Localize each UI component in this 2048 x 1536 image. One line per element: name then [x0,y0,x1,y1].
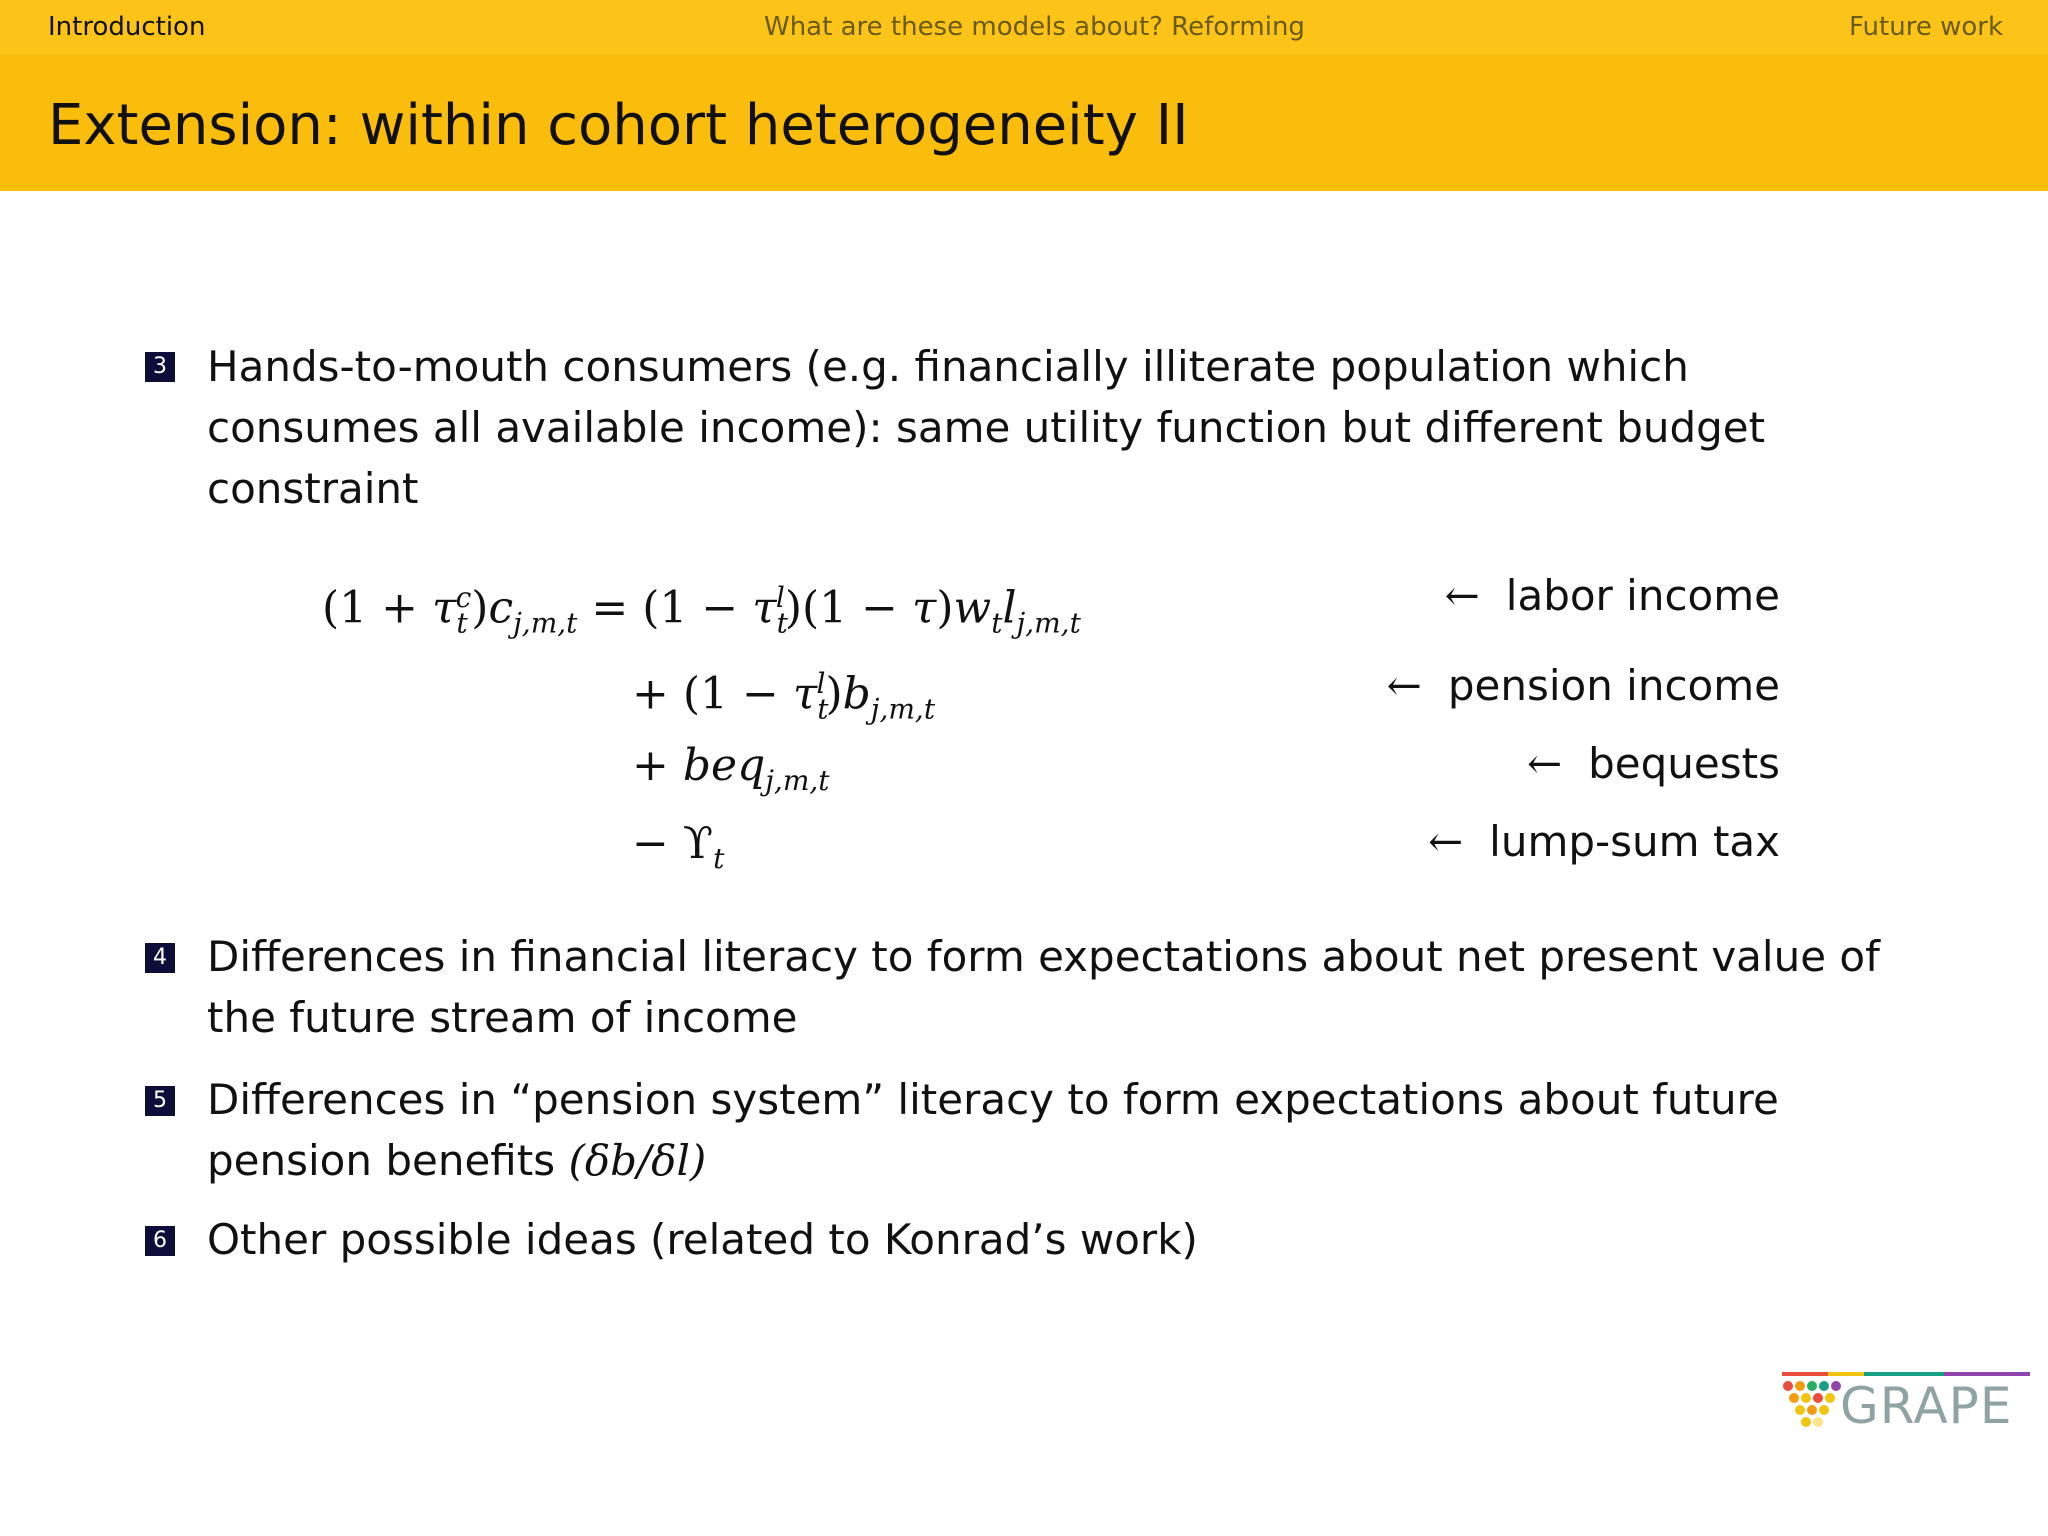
nav-section-models[interactable]: What are these models about? Reforming [764,12,1305,42]
equation-line-4: − $ϒ_t$ [632,818,725,875]
nav-section-future-work[interactable]: Future work [1849,12,2003,42]
item-line: Other possible ideas (related to Konrad’s work) [207,1215,1198,1264]
equation-line-3: + beq$_{j,m,t}$ [632,740,830,797]
grape-logo [1782,1372,2030,1435]
slide-title: Extension: within cohort heterogeneity II [48,93,1189,158]
item-number-badge: 5 [145,1086,175,1116]
equation-label-pension-income: ← pension income [1386,661,1780,710]
item-number-badge: 4 [145,943,175,973]
derivative-math: (δb/δl) [568,1136,707,1185]
equation-label-bequests: ← bequests [1526,739,1780,788]
item-line: Differences in “pension system” literacy to form expectations about future [207,1075,1779,1124]
equation-label-lump-sum-tax: ← lump-sum tax [1427,817,1780,866]
item-line: Differences in financial literacy to form expectations about net present value of [207,932,1880,981]
nav-section-introduction[interactable]: Introduction [48,12,206,42]
item-line: pension benefits (δb/δl) [207,1136,707,1185]
slide-title-bar [0,54,2048,191]
item-line: the future stream of income [207,993,798,1042]
item-number-badge: 3 [145,352,175,382]
item-line: Hands-to-mouth consumers (e.g. financially illiterate population which [207,342,1689,391]
equation-line-1: $(1 + \tau_t^c)c_{j,m,t} = (1 - \tau_t^l)(1 - \tau)w_tl_{j,m,t}$ [322,581,1081,640]
item-line: constraint [207,464,419,513]
equation-label-labor-income: ← labor income [1444,571,1780,620]
item-number-badge: 6 [145,1226,175,1256]
equation-line-2: + $(1 - \tau_t^l)b_{j,m,t}$ [632,667,936,726]
grape-logo-text: GRAPE [1840,1377,2013,1435]
top-navigation-bar [0,0,2048,54]
item-line: consumes all available income): same utility function but different budget [207,403,1766,452]
